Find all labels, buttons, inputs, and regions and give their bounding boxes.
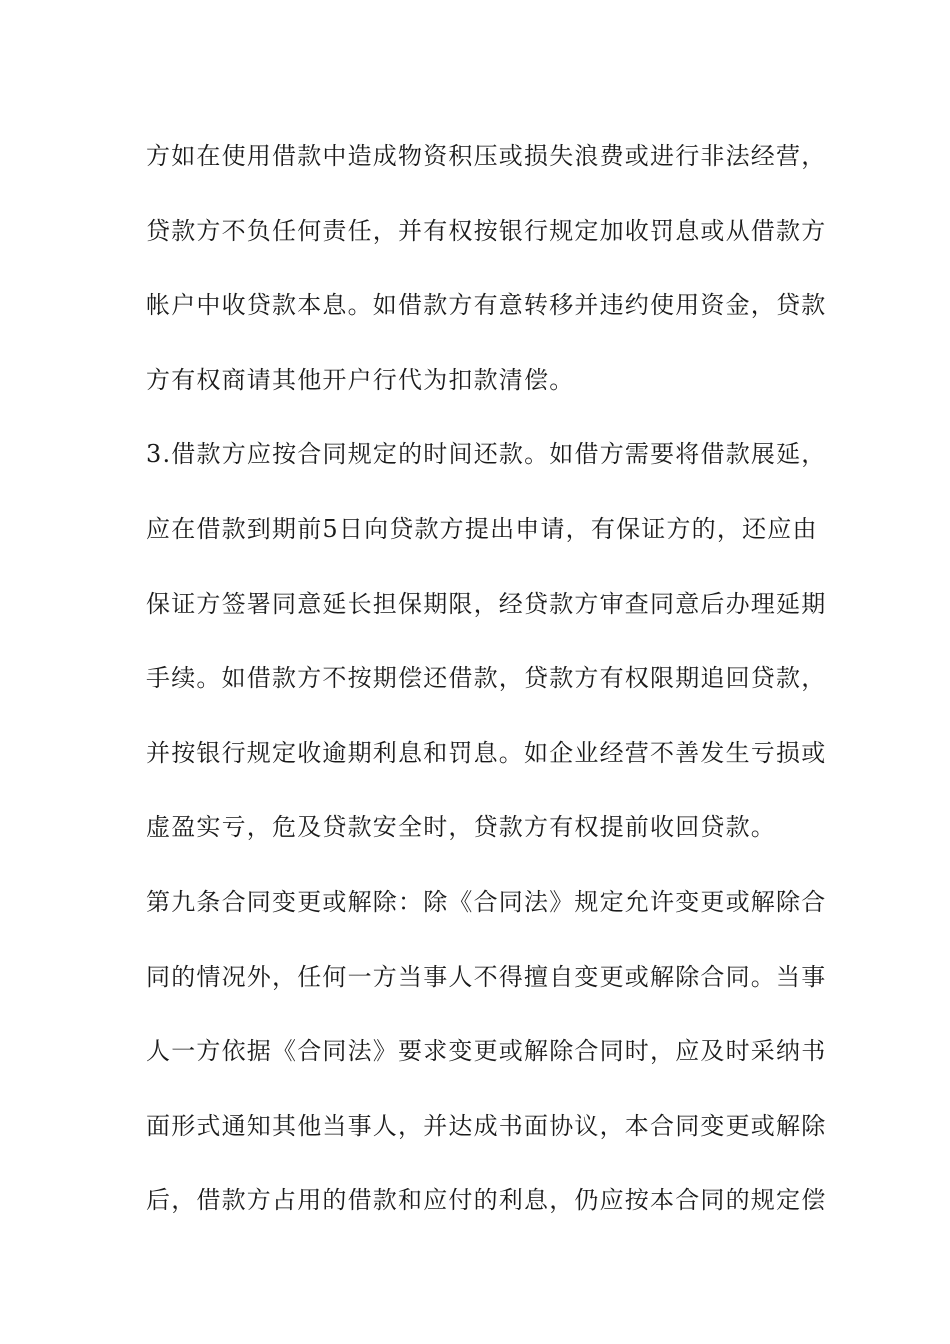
- text-line: 手续。如借款方不按期偿还借款，贷款方有权限期追回贷款，: [146, 664, 827, 693]
- text-line: 保证方签署同意延长担保期限，经贷款方审查同意后办理延期: [146, 589, 827, 618]
- text-line: 后，借款方占用的借款和应付的利息，仍应按本合同的规定偿: [146, 1186, 827, 1215]
- text-line: 贷款方不负任何责任，并有权按银行规定加收罚息或从借款方: [146, 216, 827, 245]
- text-line: 虚盈实亏，危及贷款安全时，贷款方有权提前收回贷款。: [146, 813, 776, 842]
- text-line: 方如在使用借款中造成物资积压或损失浪费或进行非法经营，: [146, 142, 827, 170]
- text-line: 3.借款方应按合同规定的时间还款。如借方需要将借款展延，: [146, 440, 827, 469]
- text-line: 人一方依据《合同法》要求变更或解除合同时，应及时采纳书: [146, 1037, 827, 1066]
- text-line: 并按银行规定收逾期利息和罚息。如企业经营不善发生亏损或: [146, 738, 827, 767]
- text-line: 方有权商请其他开户行代为扣款清偿。: [146, 365, 575, 394]
- text-line: 应在借款到期前5日向贷款方提出申请，有保证方的，还应由: [146, 514, 818, 543]
- text-line: 面形式通知其他当事人，并达成书面协议，本合同变更或解除: [146, 1111, 827, 1140]
- body-text: [146, 131, 827, 1250]
- text-line: 同的情况外，任何一方当事人不得擅自变更或解除合同。当事: [146, 962, 827, 991]
- text-line: 第九条合同变更或解除：除《合同法》规定允许变更或解除合: [146, 887, 827, 916]
- text-line: 帐户中收贷款本息。如借款方有意转移并违约使用资金，贷款: [146, 291, 827, 320]
